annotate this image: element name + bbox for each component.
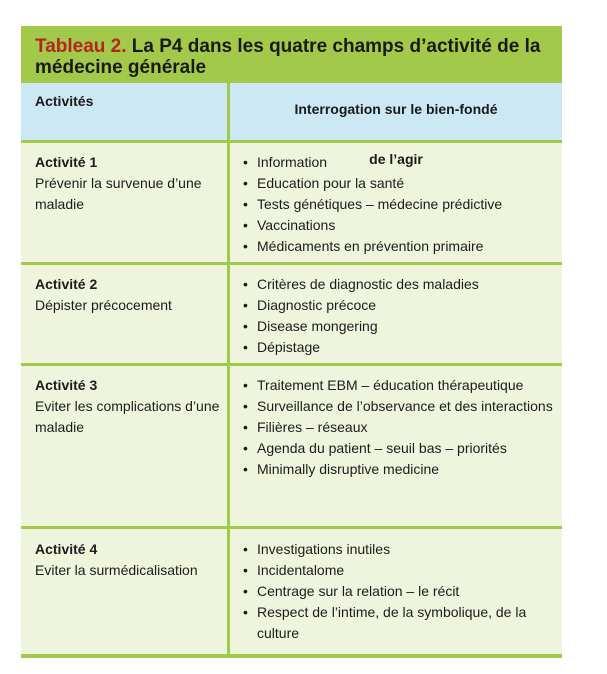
table-title-bar [21,26,562,83]
activity-title: Activité 4 [35,541,98,557]
activity-title: Activité 1 [35,154,98,170]
list-item: • Traitement EBM – éducation thérapeutique [243,375,558,396]
list-item: • Médicaments en prévention primaire [243,236,558,257]
questioning-list [243,539,558,644]
header-activities-label: Activités [35,93,94,109]
list-item: • Minimally disruptive medicine [243,459,558,480]
list-item: • Centrage sur la relation – le récit [243,581,558,602]
activity-cell [35,375,223,438]
list-item: • Filières – réseaux [243,417,558,438]
row-separator [21,262,562,265]
list-item: • Dépistage [243,337,558,358]
header-line-2: de l’agir [369,151,423,167]
list-item: • Surveillance de l’observance et des interactions [243,396,558,417]
table-bottom-border [21,654,562,658]
list-item: • Investigations inutiles [243,539,558,560]
list-item: • Diagnostic précoce [243,295,558,316]
row-separator [21,363,562,366]
list-item: • Disease mongering [243,316,558,337]
activity-cell [35,539,223,581]
activity-cell [35,152,223,215]
header-line-1: Interrogation sur le bien-fondé [294,101,498,117]
table-panel [21,26,562,656]
questioning-list [243,375,558,480]
activity-description: Dépister précocement [35,297,172,313]
table-title-text: La P4 dans les quatre champs d’activité de la médecine générale [35,36,541,78]
activity-description: Prévenir la survenue d’une maladie [35,175,202,212]
list-item: • Vaccinations [243,215,558,236]
header-activities [21,83,227,140]
list-item: • Respect de l’intime, de la symbolique, de la culture [243,602,558,644]
list-item: • Agenda du patient – seuil bas – priorités [243,438,558,459]
activity-title: Activité 3 [35,377,98,393]
header-separator [21,140,562,143]
activity-cell [35,274,223,316]
activity-description: Eviter la surmédicalisation [35,562,198,578]
table-title [35,36,555,78]
list-item: • Tests génétiques – médecine prédictive [243,194,558,215]
list-item: • Education pour la santé [243,173,558,194]
list-item: • Critères de diagnostic des maladies [243,274,558,295]
list-item: • Incidentalome [243,560,558,581]
activity-description: Eviter les complications d’une maladie [35,398,220,435]
column-divider [227,83,230,656]
table-number: Tableau 2. [35,36,127,57]
list-item: • Information [243,152,558,173]
row-separator [21,526,562,529]
questioning-list [243,274,558,358]
questioning-list [243,152,558,257]
activity-title: Activité 2 [35,276,98,292]
